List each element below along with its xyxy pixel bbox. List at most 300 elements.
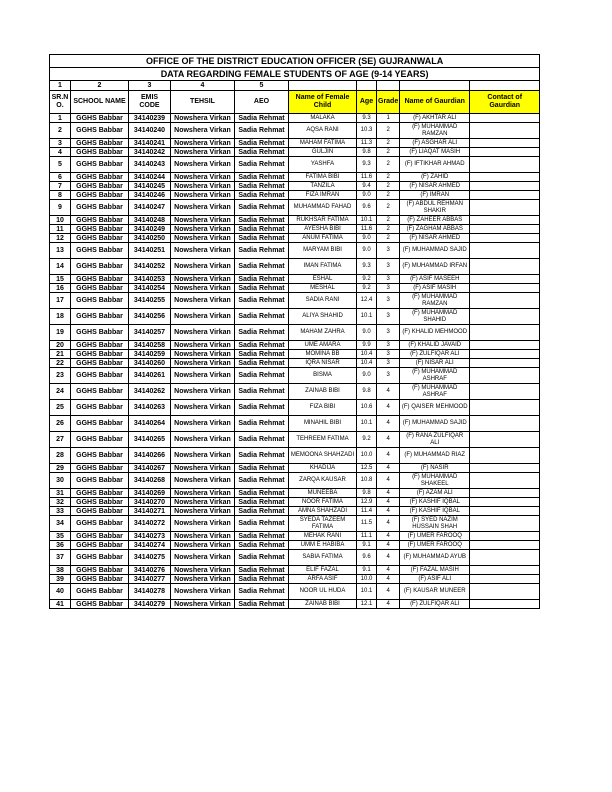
row-serial-number: 25 bbox=[50, 400, 71, 416]
table-row bbox=[50, 448, 540, 464]
row-age: 10.1 bbox=[357, 416, 377, 432]
row-emis-code: 34140275 bbox=[129, 550, 171, 566]
row-guardian-name: (F) LIAQAT MASIH bbox=[400, 148, 470, 157]
row-school-name: GGHS Babbar bbox=[71, 341, 129, 350]
row-guardian-name: (F) ASIF MASIH bbox=[400, 284, 470, 293]
row-age: 9.0 bbox=[357, 191, 377, 200]
row-age: 11.6 bbox=[357, 173, 377, 182]
row-emis-code: 34140279 bbox=[129, 600, 171, 609]
column-number: 4 bbox=[171, 81, 235, 91]
row-child-name: MAHAM FATIMA bbox=[289, 139, 357, 148]
row-guardian-name: (F) RANA ZULFIQAR ALI bbox=[400, 432, 470, 448]
row-child-name: SYEDA TAZEEM FATIMA bbox=[289, 516, 357, 532]
row-emis-code: 34140265 bbox=[129, 432, 171, 448]
row-tehsil: Nowshera Virkan bbox=[171, 309, 235, 325]
row-age: 9.3 bbox=[357, 259, 377, 275]
row-school-name: GGHS Babbar bbox=[71, 464, 129, 473]
row-serial-number: 28 bbox=[50, 448, 71, 464]
row-tehsil: Nowshera Virkan bbox=[171, 600, 235, 609]
row-guardian-contact bbox=[470, 243, 540, 259]
row-aeo: Sadia Rehmat bbox=[235, 566, 289, 575]
row-tehsil: Nowshera Virkan bbox=[171, 566, 235, 575]
row-aeo: Sadia Rehmat bbox=[235, 293, 289, 309]
row-school-name: GGHS Babbar bbox=[71, 225, 129, 234]
row-serial-number: 6 bbox=[50, 173, 71, 182]
row-guardian-name: (F) MUHAMMAD SHAHID bbox=[400, 309, 470, 325]
row-emis-code: 34140269 bbox=[129, 489, 171, 498]
row-grade: 2 bbox=[377, 173, 400, 182]
row-child-name: MARYAM BIBI bbox=[289, 243, 357, 259]
row-serial-number: 5 bbox=[50, 157, 71, 173]
row-emis-code: 34140253 bbox=[129, 275, 171, 284]
row-aeo: Sadia Rehmat bbox=[235, 359, 289, 368]
row-emis-code: 34140251 bbox=[129, 243, 171, 259]
row-guardian-contact bbox=[470, 359, 540, 368]
row-guardian-contact bbox=[470, 448, 540, 464]
row-child-name: NOOR FATIMA bbox=[289, 498, 357, 507]
row-grade: 2 bbox=[377, 123, 400, 139]
row-age: 9.8 bbox=[357, 384, 377, 400]
row-school-name: GGHS Babbar bbox=[71, 243, 129, 259]
row-child-name: ZAINAB BIBI bbox=[289, 600, 357, 609]
row-child-name: ESHAL bbox=[289, 275, 357, 284]
table-row bbox=[50, 541, 540, 550]
row-guardian-name: (F) IFTIKHAR AHMAD bbox=[400, 157, 470, 173]
row-serial-number: 10 bbox=[50, 216, 71, 225]
row-aeo: Sadia Rehmat bbox=[235, 173, 289, 182]
row-emis-code: 34140270 bbox=[129, 498, 171, 507]
row-school-name: GGHS Babbar bbox=[71, 448, 129, 464]
row-age: 9.0 bbox=[357, 325, 377, 341]
row-grade: 3 bbox=[377, 325, 400, 341]
row-tehsil: Nowshera Virkan bbox=[171, 148, 235, 157]
row-school-name: GGHS Babbar bbox=[71, 293, 129, 309]
row-grade: 4 bbox=[377, 464, 400, 473]
row-child-name: MOMINA BB bbox=[289, 350, 357, 359]
row-emis-code: 34140246 bbox=[129, 191, 171, 200]
row-school-name: GGHS Babbar bbox=[71, 325, 129, 341]
row-guardian-contact bbox=[470, 507, 540, 516]
row-serial-number: 14 bbox=[50, 259, 71, 275]
row-school-name: GGHS Babbar bbox=[71, 516, 129, 532]
row-school-name: GGHS Babbar bbox=[71, 359, 129, 368]
row-serial-number: 36 bbox=[50, 541, 71, 550]
row-age: 9.1 bbox=[357, 541, 377, 550]
row-grade: 3 bbox=[377, 275, 400, 284]
row-age: 11.1 bbox=[357, 532, 377, 541]
row-aeo: Sadia Rehmat bbox=[235, 600, 289, 609]
row-serial-number: 19 bbox=[50, 325, 71, 341]
row-tehsil: Nowshera Virkan bbox=[171, 139, 235, 148]
row-aeo: Sadia Rehmat bbox=[235, 284, 289, 293]
column-number: 1 bbox=[50, 81, 71, 91]
row-age: 9.8 bbox=[357, 489, 377, 498]
row-child-name: MALAKA bbox=[289, 114, 357, 123]
row-grade: 3 bbox=[377, 243, 400, 259]
row-guardian-name: (F) ZAGHAM ABBAS bbox=[400, 225, 470, 234]
row-grade: 4 bbox=[377, 532, 400, 541]
row-grade: 2 bbox=[377, 191, 400, 200]
row-guardian-name: (F) ZAHEER ABBAS bbox=[400, 216, 470, 225]
row-tehsil: Nowshera Virkan bbox=[171, 575, 235, 584]
row-tehsil: Nowshera Virkan bbox=[171, 507, 235, 516]
row-school-name: GGHS Babbar bbox=[71, 432, 129, 448]
row-aeo: Sadia Rehmat bbox=[235, 384, 289, 400]
table-row bbox=[50, 200, 540, 216]
row-serial-number: 1 bbox=[50, 114, 71, 123]
table-row bbox=[50, 123, 540, 139]
row-age: 11.6 bbox=[357, 225, 377, 234]
row-emis-code: 34140268 bbox=[129, 473, 171, 489]
row-aeo: Sadia Rehmat bbox=[235, 541, 289, 550]
row-guardian-name: (F) ASGHAR ALI bbox=[400, 139, 470, 148]
row-guardian-name: (F) SYED NAZIM HUSSAIN SHAH bbox=[400, 516, 470, 532]
row-aeo: Sadia Rehmat bbox=[235, 234, 289, 243]
row-tehsil: Nowshera Virkan bbox=[171, 259, 235, 275]
row-grade: 3 bbox=[377, 309, 400, 325]
row-aeo: Sadia Rehmat bbox=[235, 123, 289, 139]
row-child-name: FATIMA BIBI bbox=[289, 173, 357, 182]
row-tehsil: Nowshera Virkan bbox=[171, 191, 235, 200]
row-tehsil: Nowshera Virkan bbox=[171, 114, 235, 123]
row-age: 10.4 bbox=[357, 359, 377, 368]
row-guardian-contact bbox=[470, 293, 540, 309]
row-child-name: ELIF FAZAL bbox=[289, 566, 357, 575]
row-emis-code: 34140276 bbox=[129, 566, 171, 575]
row-aeo: Sadia Rehmat bbox=[235, 259, 289, 275]
row-tehsil: Nowshera Virkan bbox=[171, 123, 235, 139]
table-row bbox=[50, 584, 540, 600]
row-guardian-contact bbox=[470, 200, 540, 216]
row-emis-code: 34140247 bbox=[129, 200, 171, 216]
row-grade: 3 bbox=[377, 368, 400, 384]
row-school-name: GGHS Babbar bbox=[71, 575, 129, 584]
table-row bbox=[50, 516, 540, 532]
row-tehsil: Nowshera Virkan bbox=[171, 532, 235, 541]
row-guardian-contact bbox=[470, 464, 540, 473]
row-school-name: GGHS Babbar bbox=[71, 173, 129, 182]
table-row bbox=[50, 498, 540, 507]
row-aeo: Sadia Rehmat bbox=[235, 157, 289, 173]
row-tehsil: Nowshera Virkan bbox=[171, 341, 235, 350]
row-emis-code: 34140239 bbox=[129, 114, 171, 123]
row-school-name: GGHS Babbar bbox=[71, 532, 129, 541]
row-guardian-name: (F) ASIF ALI bbox=[400, 575, 470, 584]
row-age: 9.9 bbox=[357, 341, 377, 350]
row-school-name: GGHS Babbar bbox=[71, 139, 129, 148]
row-grade: 4 bbox=[377, 498, 400, 507]
row-school-name: GGHS Babbar bbox=[71, 309, 129, 325]
row-guardian-contact bbox=[470, 416, 540, 432]
row-child-name: IMAN FATIMA bbox=[289, 259, 357, 275]
row-school-name: GGHS Babbar bbox=[71, 416, 129, 432]
row-school-name: GGHS Babbar bbox=[71, 284, 129, 293]
table-row bbox=[50, 293, 540, 309]
row-emis-code: 34140255 bbox=[129, 293, 171, 309]
row-age: 9.2 bbox=[357, 284, 377, 293]
row-age: 9.0 bbox=[357, 243, 377, 259]
row-child-name: TANZILA bbox=[289, 182, 357, 191]
table-row bbox=[50, 157, 540, 173]
table-row bbox=[50, 139, 540, 148]
row-child-name: RUKHSAR FATIMA bbox=[289, 216, 357, 225]
row-child-name: ARFA ASIF bbox=[289, 575, 357, 584]
row-child-name: NOOR UL HUDA bbox=[289, 584, 357, 600]
row-tehsil: Nowshera Virkan bbox=[171, 464, 235, 473]
row-aeo: Sadia Rehmat bbox=[235, 148, 289, 157]
row-serial-number: 8 bbox=[50, 191, 71, 200]
row-age: 12.9 bbox=[357, 498, 377, 507]
row-serial-number: 37 bbox=[50, 550, 71, 566]
row-tehsil: Nowshera Virkan bbox=[171, 384, 235, 400]
row-emis-code: 34140266 bbox=[129, 448, 171, 464]
row-emis-code: 34140248 bbox=[129, 216, 171, 225]
row-guardian-contact bbox=[470, 191, 540, 200]
row-aeo: Sadia Rehmat bbox=[235, 416, 289, 432]
row-guardian-name: (F) UMER FAROOQ bbox=[400, 541, 470, 550]
row-serial-number: 23 bbox=[50, 368, 71, 384]
row-emis-code: 34140250 bbox=[129, 234, 171, 243]
row-child-name: MESHAL bbox=[289, 284, 357, 293]
row-child-name: AQSA RANI bbox=[289, 123, 357, 139]
row-serial-number: 29 bbox=[50, 464, 71, 473]
row-aeo: Sadia Rehmat bbox=[235, 309, 289, 325]
row-guardian-contact bbox=[470, 384, 540, 400]
row-serial-number: 40 bbox=[50, 584, 71, 600]
table-row bbox=[50, 368, 540, 384]
row-age: 9.3 bbox=[357, 157, 377, 173]
row-guardian-name: (F) AZAM ALI bbox=[400, 489, 470, 498]
row-child-name: SADIA RANI bbox=[289, 293, 357, 309]
table-row bbox=[50, 532, 540, 541]
row-emis-code: 34140249 bbox=[129, 225, 171, 234]
row-grade: 4 bbox=[377, 473, 400, 489]
row-grade: 3 bbox=[377, 359, 400, 368]
subtitle-row bbox=[50, 68, 540, 81]
row-child-name: ALIYA SHAHID bbox=[289, 309, 357, 325]
row-tehsil: Nowshera Virkan bbox=[171, 368, 235, 384]
row-tehsil: Nowshera Virkan bbox=[171, 225, 235, 234]
row-serial-number: 22 bbox=[50, 359, 71, 368]
row-age: 10.0 bbox=[357, 448, 377, 464]
row-guardian-name: (F) MUHAMMAD RAMZAN bbox=[400, 293, 470, 309]
row-guardian-name: (F) ABDUL REHMAN SHAKIR bbox=[400, 200, 470, 216]
row-age: 9.2 bbox=[357, 432, 377, 448]
row-grade: 2 bbox=[377, 216, 400, 225]
row-guardian-contact bbox=[470, 234, 540, 243]
row-aeo: Sadia Rehmat bbox=[235, 114, 289, 123]
table-row bbox=[50, 341, 540, 350]
row-school-name: GGHS Babbar bbox=[71, 275, 129, 284]
row-tehsil: Nowshera Virkan bbox=[171, 293, 235, 309]
row-grade: 2 bbox=[377, 139, 400, 148]
table-row bbox=[50, 566, 540, 575]
table-row bbox=[50, 432, 540, 448]
row-grade: 3 bbox=[377, 284, 400, 293]
row-child-name: MUHAMMAD FAHAD bbox=[289, 200, 357, 216]
row-emis-code: 34140244 bbox=[129, 173, 171, 182]
row-school-name: GGHS Babbar bbox=[71, 114, 129, 123]
row-age: 10.8 bbox=[357, 473, 377, 489]
row-guardian-contact bbox=[470, 123, 540, 139]
row-tehsil: Nowshera Virkan bbox=[171, 200, 235, 216]
row-guardian-contact bbox=[470, 368, 540, 384]
row-guardian-contact bbox=[470, 139, 540, 148]
table-row bbox=[50, 600, 540, 609]
row-emis-code: 34140271 bbox=[129, 507, 171, 516]
row-age: 9.3 bbox=[357, 114, 377, 123]
row-grade: 4 bbox=[377, 550, 400, 566]
row-tehsil: Nowshera Virkan bbox=[171, 182, 235, 191]
row-guardian-contact bbox=[470, 173, 540, 182]
row-aeo: Sadia Rehmat bbox=[235, 432, 289, 448]
row-emis-code: 34140274 bbox=[129, 541, 171, 550]
row-school-name: GGHS Babbar bbox=[71, 550, 129, 566]
row-grade: 4 bbox=[377, 566, 400, 575]
row-school-name: GGHS Babbar bbox=[71, 584, 129, 600]
table-row bbox=[50, 416, 540, 432]
table-row bbox=[50, 182, 540, 191]
row-guardian-contact bbox=[470, 489, 540, 498]
row-guardian-name: (F) KHALID MEHMOOD bbox=[400, 325, 470, 341]
row-aeo: Sadia Rehmat bbox=[235, 464, 289, 473]
row-serial-number: 30 bbox=[50, 473, 71, 489]
row-grade: 2 bbox=[377, 234, 400, 243]
row-grade: 4 bbox=[377, 384, 400, 400]
row-serial-number: 38 bbox=[50, 566, 71, 575]
row-guardian-contact bbox=[470, 575, 540, 584]
row-guardian-name: (F) AKHTAR ALI bbox=[400, 114, 470, 123]
row-guardian-name: (F) MUHAMMAD ASHRAF bbox=[400, 384, 470, 400]
row-grade: 4 bbox=[377, 432, 400, 448]
row-serial-number: 34 bbox=[50, 516, 71, 532]
row-serial-number: 12 bbox=[50, 234, 71, 243]
row-child-name: SABIA FATIMA bbox=[289, 550, 357, 566]
row-child-name: MUNEEBA bbox=[289, 489, 357, 498]
row-age: 10.3 bbox=[357, 123, 377, 139]
row-guardian-name: (F) ASIF MASEEH bbox=[400, 275, 470, 284]
table-row bbox=[50, 284, 540, 293]
row-age: 10.1 bbox=[357, 216, 377, 225]
table-row bbox=[50, 234, 540, 243]
header-school-name: SCHOOL NAME bbox=[71, 91, 129, 114]
row-serial-number: 16 bbox=[50, 284, 71, 293]
row-grade: 4 bbox=[377, 575, 400, 584]
row-school-name: GGHS Babbar bbox=[71, 600, 129, 609]
row-guardian-name: (F) NASIR bbox=[400, 464, 470, 473]
row-serial-number: 17 bbox=[50, 293, 71, 309]
row-grade: 1 bbox=[377, 114, 400, 123]
row-age: 11.3 bbox=[357, 139, 377, 148]
row-school-name: GGHS Babbar bbox=[71, 489, 129, 498]
table-row bbox=[50, 575, 540, 584]
row-emis-code: 34140264 bbox=[129, 416, 171, 432]
row-child-name: YASHFA bbox=[289, 157, 357, 173]
row-tehsil: Nowshera Virkan bbox=[171, 275, 235, 284]
row-child-name: IQRA NISAR bbox=[289, 359, 357, 368]
header-row bbox=[50, 91, 540, 114]
row-aeo: Sadia Rehmat bbox=[235, 448, 289, 464]
row-grade: 4 bbox=[377, 507, 400, 516]
row-serial-number: 41 bbox=[50, 600, 71, 609]
row-guardian-name: (F) KASHIF IQBAL bbox=[400, 507, 470, 516]
row-child-name: MEMOONA SHAHZADI bbox=[289, 448, 357, 464]
row-tehsil: Nowshera Virkan bbox=[171, 416, 235, 432]
row-school-name: GGHS Babbar bbox=[71, 368, 129, 384]
row-guardian-contact bbox=[470, 400, 540, 416]
row-serial-number: 32 bbox=[50, 498, 71, 507]
row-emis-code: 34140267 bbox=[129, 464, 171, 473]
row-guardian-contact bbox=[470, 114, 540, 123]
row-emis-code: 34140243 bbox=[129, 157, 171, 173]
table-row bbox=[50, 309, 540, 325]
row-guardian-contact bbox=[470, 600, 540, 609]
header-tehsil: TEHSIL bbox=[171, 91, 235, 114]
row-tehsil: Nowshera Virkan bbox=[171, 432, 235, 448]
row-age: 10.0 bbox=[357, 575, 377, 584]
row-emis-code: 34140242 bbox=[129, 148, 171, 157]
row-guardian-name: (F) FAZAL MASIH bbox=[400, 566, 470, 575]
row-tehsil: Nowshera Virkan bbox=[171, 234, 235, 243]
row-age: 11.4 bbox=[357, 507, 377, 516]
office-title: OFFICE OF THE DISTRICT EDUCATION OFFICER (SE) GUJRANWALA bbox=[50, 55, 540, 68]
row-tehsil: Nowshera Virkan bbox=[171, 516, 235, 532]
row-guardian-name: (F) MUHAMMAD ASHRAF bbox=[400, 368, 470, 384]
row-tehsil: Nowshera Virkan bbox=[171, 498, 235, 507]
row-age: 9.8 bbox=[357, 148, 377, 157]
row-grade: 3 bbox=[377, 259, 400, 275]
row-child-name: GULJIN bbox=[289, 148, 357, 157]
row-guardian-name: (F) ZULFIQAR ALI bbox=[400, 350, 470, 359]
row-grade: 4 bbox=[377, 416, 400, 432]
row-guardian-name: (F) NISAR AHMED bbox=[400, 182, 470, 191]
row-school-name: GGHS Babbar bbox=[71, 541, 129, 550]
row-guardian-contact bbox=[470, 148, 540, 157]
row-emis-code: 34140259 bbox=[129, 350, 171, 359]
row-school-name: GGHS Babbar bbox=[71, 473, 129, 489]
table-row bbox=[50, 400, 540, 416]
row-serial-number: 4 bbox=[50, 148, 71, 157]
row-grade: 3 bbox=[377, 350, 400, 359]
row-tehsil: Nowshera Virkan bbox=[171, 400, 235, 416]
row-age: 10.4 bbox=[357, 350, 377, 359]
row-school-name: GGHS Babbar bbox=[71, 400, 129, 416]
row-emis-code: 34140245 bbox=[129, 182, 171, 191]
row-guardian-contact bbox=[470, 284, 540, 293]
row-guardian-name: (F) NISAR ALI bbox=[400, 359, 470, 368]
row-guardian-contact bbox=[470, 516, 540, 532]
row-serial-number: 20 bbox=[50, 341, 71, 350]
row-child-name: TEHREEM FATIMA bbox=[289, 432, 357, 448]
row-guardian-name: (F) MUHAMMAD SAJID bbox=[400, 416, 470, 432]
row-aeo: Sadia Rehmat bbox=[235, 368, 289, 384]
header-guardian-name: Name of Gaurdian bbox=[400, 91, 470, 114]
row-aeo: Sadia Rehmat bbox=[235, 275, 289, 284]
header-guardian-contact: Contact of Gaurdian bbox=[470, 91, 540, 114]
row-aeo: Sadia Rehmat bbox=[235, 550, 289, 566]
row-guardian-name: (F) MUHAMMAD SHAKEEL bbox=[400, 473, 470, 489]
row-school-name: GGHS Babbar bbox=[71, 157, 129, 173]
header-aeo: AEO bbox=[235, 91, 289, 114]
row-grade: 4 bbox=[377, 489, 400, 498]
table-row bbox=[50, 350, 540, 359]
row-guardian-contact bbox=[470, 341, 540, 350]
row-serial-number: 27 bbox=[50, 432, 71, 448]
row-serial-number: 35 bbox=[50, 532, 71, 541]
row-tehsil: Nowshera Virkan bbox=[171, 157, 235, 173]
row-emis-code: 34140252 bbox=[129, 259, 171, 275]
row-guardian-contact bbox=[470, 157, 540, 173]
